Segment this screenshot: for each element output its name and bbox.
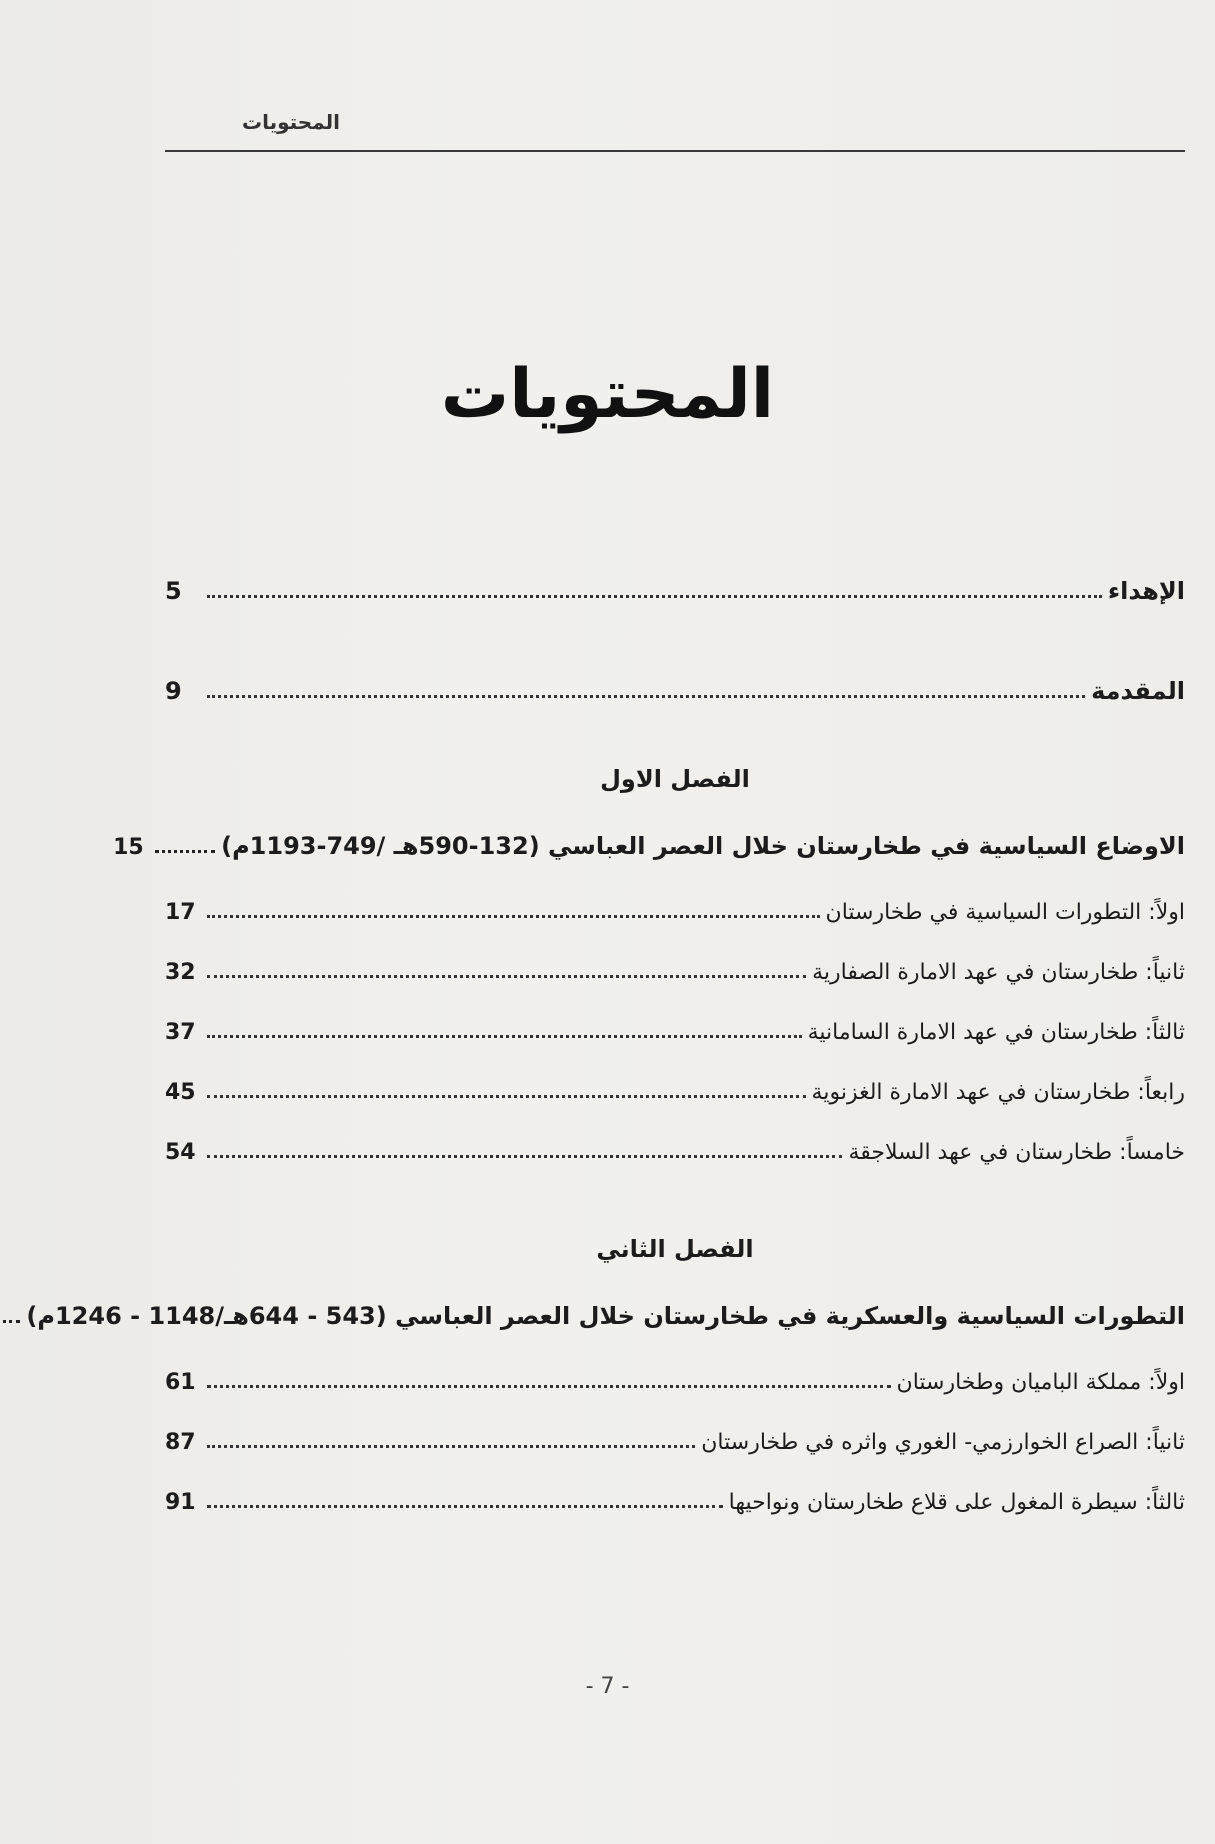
toc-entry-label: المقدمة xyxy=(1091,677,1185,705)
toc-page-number: 37 xyxy=(165,1020,196,1045)
dot-leader xyxy=(207,1035,802,1038)
toc-entry-chapter-1[interactable] xyxy=(113,820,1185,860)
toc-entry-ch1-item-4[interactable] xyxy=(165,1065,1185,1105)
toc-entry-ch1-item-2[interactable] xyxy=(165,945,1185,985)
toc-page-number: 5 xyxy=(165,577,182,605)
dot-leader xyxy=(207,1155,842,1158)
dot-leader xyxy=(207,915,820,918)
toc-page-number: 61 xyxy=(165,1370,196,1395)
toc-entry-ch2-item-3[interactable] xyxy=(165,1475,1185,1515)
toc-entry-chapter-2[interactable] xyxy=(26,1290,1185,1330)
toc-page-number: 91 xyxy=(165,1490,196,1515)
page-title: المحتويات xyxy=(440,355,775,434)
toc-entry-label: رابعاً: طخارستان في عهد الامارة الغزنوية xyxy=(811,1080,1185,1105)
running-head-title: المحتويات xyxy=(241,110,340,134)
toc-entry-label: ثالثاً: سيطرة المغول على قلاع طخارستان ونواحيها xyxy=(728,1490,1185,1515)
toc-entry-label: التطورات السياسية والعسكرية في طخارستان خلال العصر العباسي (543 - 644هـ/1148 - 1246م) xyxy=(26,1302,1185,1330)
toc-entry-label: خامساً: طخارستان في عهد السلاجقة xyxy=(848,1140,1185,1165)
toc-entry-label: اولاً: التطورات السياسية في طخارستان xyxy=(825,900,1185,925)
dot-leader xyxy=(207,595,1102,598)
dot-leader xyxy=(0,1320,20,1323)
toc-entry-label: ثانياً: طخارستان في عهد الامارة الصفارية xyxy=(812,960,1185,985)
toc-entry-label: ثانياً: الصراع الخوارزمي- الغوري واثره في طخارستان xyxy=(701,1430,1185,1455)
dot-leader xyxy=(207,1385,891,1388)
page-number: - 7 - xyxy=(585,1674,630,1699)
toc-entry-ch2-item-1[interactable] xyxy=(165,1355,1185,1395)
toc-page-number: 87 xyxy=(165,1430,196,1455)
dot-leader xyxy=(207,1505,723,1508)
toc-page-number: 17 xyxy=(165,900,196,925)
toc-page-number: 9 xyxy=(165,677,182,705)
toc-entry-ch1-item-5[interactable] xyxy=(165,1125,1185,1165)
header-rule xyxy=(165,150,1185,152)
toc-page-number: 54 xyxy=(165,1140,196,1165)
toc-page-number: 15 xyxy=(113,835,144,860)
toc-entry-label: الاوضاع السياسية في طخارستان خلال العصر العباسي (132-590هـ /749-1193م) xyxy=(221,832,1185,860)
toc-entry-label: اولاً: مملكة الباميان وطخارستان xyxy=(896,1370,1185,1395)
toc-entry-label: ثالثاً: طخارستان في عهد الامارة السامانية xyxy=(807,1020,1185,1045)
toc-entry-ch2-item-2[interactable] xyxy=(165,1415,1185,1455)
toc-entry-introduction[interactable] xyxy=(165,665,1185,705)
dot-leader xyxy=(207,1445,695,1448)
toc-page-number: 32 xyxy=(165,960,196,985)
dot-leader xyxy=(207,695,1085,698)
toc-entry-dedication[interactable] xyxy=(165,565,1185,605)
toc-entry-ch1-item-1[interactable] xyxy=(165,885,1185,925)
dot-leader xyxy=(155,850,215,853)
toc-page-number: 45 xyxy=(165,1080,196,1105)
toc-entry-label: الإهداء xyxy=(1107,577,1185,605)
toc-entry-ch1-item-3[interactable] xyxy=(165,1005,1185,1045)
chapter-2-heading: الفصل الثاني xyxy=(596,1235,754,1263)
chapter-1-heading: الفصل الاول xyxy=(600,765,750,793)
dot-leader xyxy=(207,1095,806,1098)
dot-leader xyxy=(207,975,806,978)
running-head xyxy=(165,110,1185,134)
